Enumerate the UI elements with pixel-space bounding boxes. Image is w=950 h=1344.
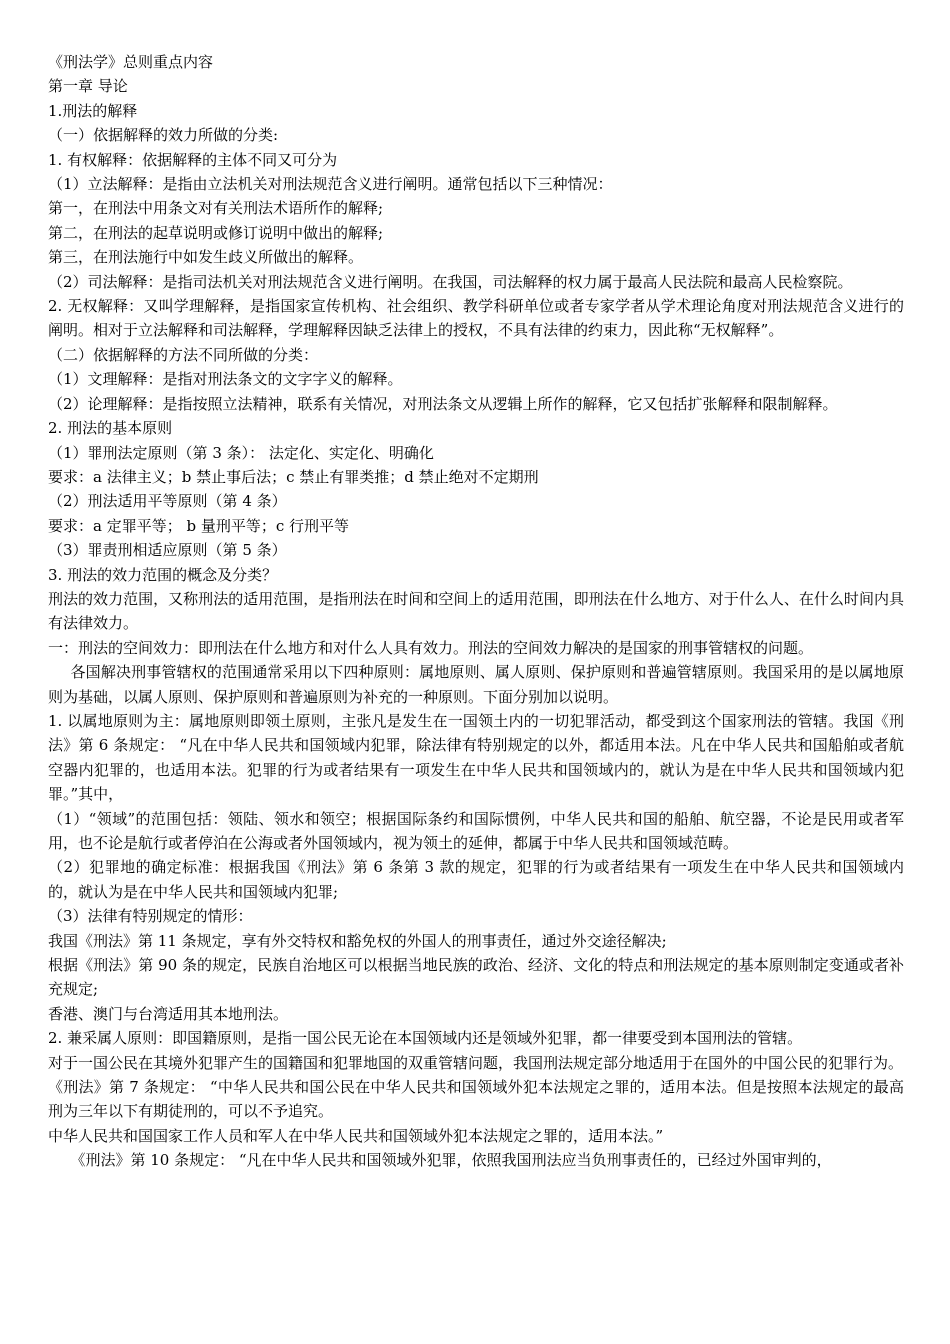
paragraph: 第二，在刑法的起草说明或修订说明中做出的解释; <box>48 223 384 242</box>
paragraph: 香港、澳门与台湾适用其本地刑法。 <box>48 1004 289 1023</box>
paragraph: 要求：a 定罪平等； b 量刑平等；c 行刑平等 <box>48 516 350 535</box>
document-page <box>48 50 904 1173</box>
section-heading: 1.刑法的解释 <box>48 101 138 120</box>
paragraph: （2）司法解释：是指司法机关对刑法规范含义进行阐明。在我国，司法解释的权力属于最高人民法院和最高人民检察院。 <box>48 272 853 291</box>
paragraph: （2）犯罪地的确定标准：根据我国《刑法》第 6 条第 3 款的规定，犯罪的行为或者结果有一项发生在中华人民共和国领域内的，就认为是在中华人民共和国领域内犯罪; <box>48 858 904 901</box>
paragraph: 各国解决刑事管辖权的范围通常采用以下四种原则：属地原则、属人原则、保护原则和普遍管辖原则。我国采用的是以属地原则为基础，以属人原则、保护原则和普遍原则为补充的一种原则。下面分别加以说明。 <box>48 663 904 706</box>
chapter-heading: 第一章 导论 <box>48 77 128 96</box>
paragraph: （1）立法解释：是指由立法机关对刑法规范含义进行阐明。通常包括以下三种情况： <box>48 175 613 194</box>
paragraph: 要求：a 法律主义；b 禁止事后法；c 禁止有罪类推；d 禁止绝对不定期刑 <box>48 467 539 486</box>
paragraph: 2. 兼采属人原则：即国籍原则，是指一国公民无论在本国领域内还是领域外犯罪，都一律要受到本国刑法的管辖。 <box>48 1029 803 1048</box>
paragraph: 1. 有权解释：依据解释的主体不同又可分为 <box>48 150 338 169</box>
paragraph: （1）文理解释：是指对刑法条文的文字字义的解释。 <box>48 370 403 389</box>
paragraph: 刑法的效力范围，又称刑法的适用范围，是指刑法在时间和空间上的适用范围，即刑法在什么地方、对于什么人、在什么时间内具有法律效力。 <box>48 589 904 633</box>
paragraph: 一：刑法的空间效力：即刑法在什么地方和对什么人具有效力。刑法的空间效力解决的是国家的刑事管辖权的问题。 <box>48 638 814 657</box>
paragraph: 《刑法》第 10 条规定： “凡在中华人民共和国领域外犯罪，依照我国刑法应当负刑事责任的，已经过外国审判的， <box>70 1151 832 1170</box>
section-heading: 2. 刑法的基本原则 <box>48 419 173 438</box>
paragraph: （1）罪刑法定原则（第 3 条）： 法定化、实定化、明确化 <box>48 443 434 462</box>
paragraph: （3）罪责刑相适应原则（第 5 条） <box>48 541 287 560</box>
paragraph: 根据《刑法》第 90 条的规定，民族自治地区可以根据当地民族的政治、经济、文化的特点和刑法规定的基本原则制定变通或者补充规定; <box>48 956 904 999</box>
paragraph: 2. 无权解释：又叫学理解释，是指国家宣传机构、社会组织、教学科研单位或者专家学者从学术理论角度对刑法规范含义进行的阐明。相对于立法解释和司法解释，学理解释因缺乏法律上的授权，不具有法律的约束力，因此称“无权解释”。 <box>48 297 904 340</box>
paragraph: （1）“领域”的范围包括：领陆、领水和领空；根据国际条约和国际惯例，中华人民共和国的船舶、航空器，不论是民用或者军用，也不论是航行或者停泊在公海或者外国领域内，视为领土的延伸，都属于中华人民共和国领域范畴。 <box>48 809 904 852</box>
paragraph: （2）刑法适用平等原则（第 4 条） <box>48 492 287 511</box>
paragraph: （一）依据解释的效力所做的分类: <box>48 126 279 145</box>
paragraph: （2）论理解释：是指按照立法精神，联系有关情况，对刑法条文从逻辑上所作的解释，它又包括扩张解释和限制解释。 <box>48 394 838 413</box>
paragraph: 对于一国公民在其境外犯罪产生的国籍国和犯罪地国的双重管辖问题，我国刑法规定部分地适用于在国外的中国公民的犯罪行为。 <box>48 1053 904 1072</box>
paragraph: （二）依据解释的方法不同所做的分类： <box>48 345 319 364</box>
paragraph: （3）法律有特别规定的情形： <box>48 907 253 926</box>
paragraph: 第三，在刑法施行中如发生歧义所做出的解释。 <box>48 248 364 267</box>
paragraph: 我国《刑法》第 11 条规定，享有外交特权和豁免权的外国人的刑事责任，通过外交途径解决; <box>48 931 667 950</box>
paragraph: 《刑法》第 7 条规定： “中华人民共和国公民在中华人民共和国领域外犯本法规定之罪的，适用本法。但是按照本法规定的最高刑为三年以下有期徒刑的，可以不予追究。 <box>48 1078 904 1121</box>
document-title: 《刑法学》总则重点内容 <box>48 53 214 71</box>
section-heading: 3. 刑法的效力范围的概念及分类？ <box>48 565 278 584</box>
paragraph: 中华人民共和国国家工作人员和军人在中华人民共和国领域外犯本法规定之罪的，适用本法。” <box>48 1126 664 1145</box>
paragraph: 1. 以属地原则为主：属地原则即领土原则，主张凡是发生在一国领土内的一切犯罪活动，都受到这个国家刑法的管辖。我国《刑法》第 6 条规定： “凡在中华人民共和国领域内犯罪，除法律有特别规定的以外，都适用本法。凡在中华人民共和国船舶或者航空器内犯罪的，也适用本法。犯罪的行为或者结果有一项发生在中华人民共和国领域内的，就认为是在中华人民共和国领域内犯罪。”其中， <box>48 711 904 804</box>
paragraph: 第一，在刑法中用条文对有关刑法术语所作的解释; <box>48 199 384 218</box>
